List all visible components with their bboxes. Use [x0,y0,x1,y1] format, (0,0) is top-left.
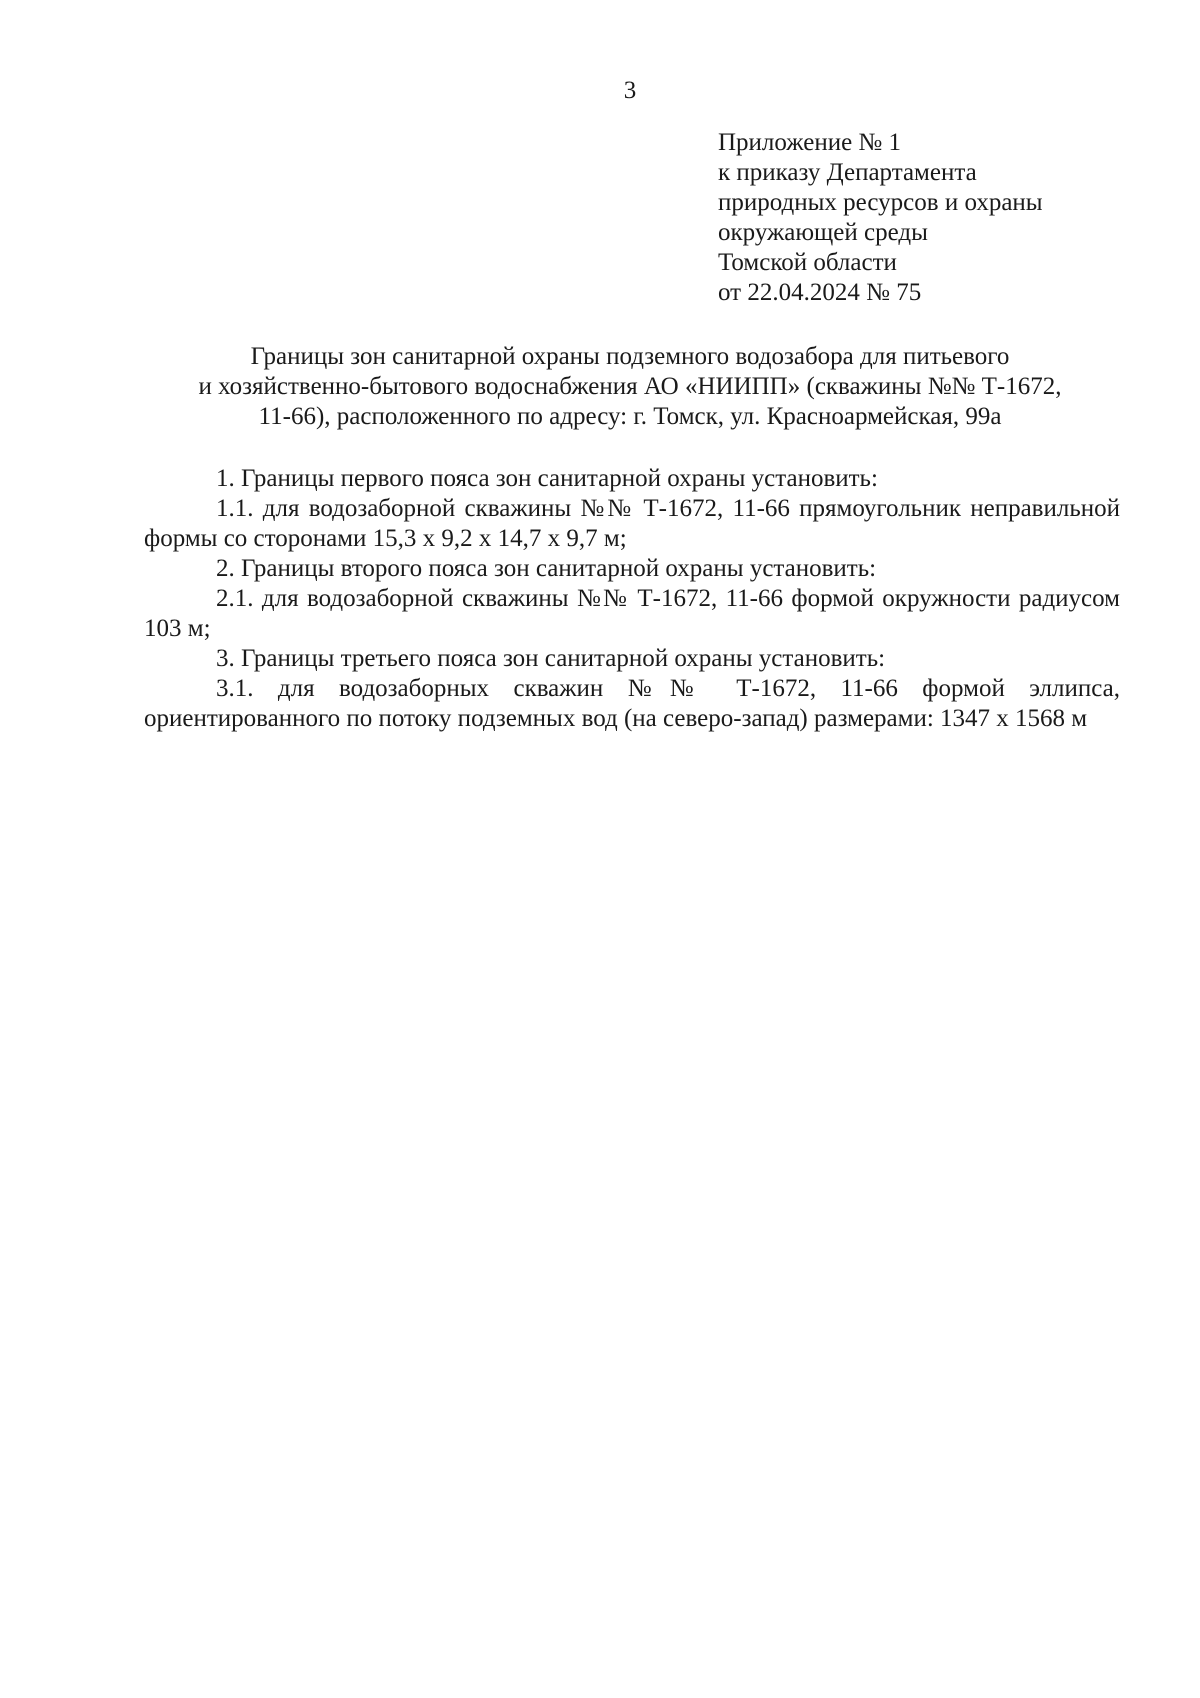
paragraph-section-3: 3. Границы третьего пояса зон санитарной охраны установить: [216,645,886,672]
paragraph-item-1-1: 1.1. для водозаборной скважины №№ Т-1672, 11-66 прямоугольник неправильной формы со сторонами 15,3 х 9,2 х 14,7 х 9,7 м; [144,495,1120,552]
appendix-line: от 22.04.2024 № 75 [718,279,922,306]
appendix-line: к приказу Департамента [718,159,977,186]
paragraph-section-1: 1. Границы первого пояса зон санитарной охраны установить: [216,465,878,492]
appendix-line: природных ресурсов и охраны [718,189,1043,216]
paragraph-item-3-1: 3.1. для водозаборных скважин №№ Т-1672, 11-66 формой эллипса, ориентированного по потоку подземных вод (на северо-запад) размерами: 1347 х 1568 м [144,675,1120,732]
appendix-line: окружающей среды [718,219,928,246]
document-body [144,464,1120,734]
paragraph-item-2-1: 2.1. для водозаборной скважины №№ Т-1672, 11-66 формой окружности радиусом 103 м; [144,585,1120,642]
appendix-header [718,128,1158,308]
page-number: 3 [623,77,637,104]
title-line: Границы зон санитарной охраны подземного водозабора для питьевого [250,343,1010,370]
title-line: 11-66), расположенного по адресу: г. Томск, ул. Красноармейская, 99а [258,403,1002,430]
document-title [140,342,1120,432]
paragraph-section-2: 2. Границы второго пояса зон санитарной охраны установить: [216,555,877,582]
appendix-line: Приложение № 1 [718,129,902,156]
appendix-line: Томской области [718,249,897,276]
title-line: и хозяйственно-бытового водоснабжения АО «НИИПП» (скважины №№ Т-1672, [198,373,1062,400]
